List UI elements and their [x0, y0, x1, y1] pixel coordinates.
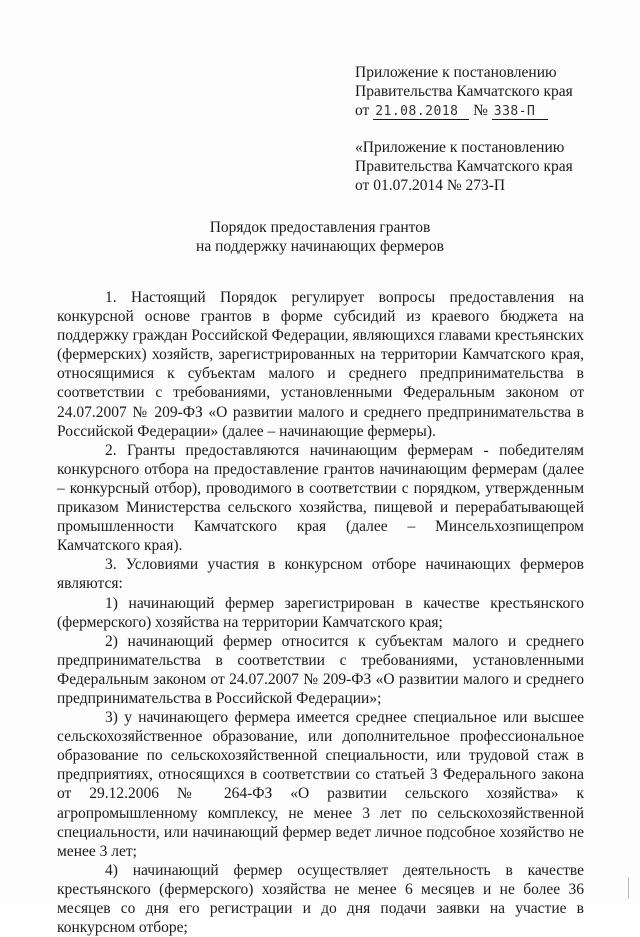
approval-block [355, 63, 625, 120]
original-approval-block [355, 138, 625, 195]
approval-date: 21.08.2018 [373, 104, 469, 120]
approval-line-1: Приложение к постановлению [355, 64, 557, 81]
original-approval-line-3: от 01.07.2014 № 273-П [355, 177, 506, 194]
original-approval-line-1: «Приложение к постановлению [355, 139, 565, 156]
approval-number-label: № [473, 102, 488, 119]
list-item: 3) у начинающего фермера имеется среднее специальное или высшее сельскохозяйственное образование, или дополнительное профессиональное образование по сельскохозяйственной специальности, или трудовой стаж в предприятиях, относящихся в соответствии со статьей 3 Федерального закона от 29.12.2006 № 264-ФЗ «О развитии сельского хозяйства» к агропромышленному комплексу, не менее 3 лет по сельскохозяйственной специальности, или начинающий фермер ведет личное подсобное хозяйство не менее 3 лет; [57, 709, 584, 860]
document-body [57, 288, 584, 937]
approval-from-label: от [355, 102, 370, 119]
list-item: 1) начинающий фермер зарегистрирован в качестве крестьянского (фермерского) хозяйства на территории Камчатского края; [57, 594, 584, 631]
document-title [0, 218, 640, 256]
paragraph: 1. Настоящий Порядок регулирует вопросы предоставления на конкурсной основе грантов в форме субсидий из краевого бюджета на поддержку граждан Российской Федерации, являющихся главами крестьянских (фермерских) хозяйств, зарегистрированных на территории Камчатского края, относящимися к субъектам малого и среднего предпринимательства в соответствии с требованиями, установленными Федеральным законом от 24.07.2007 № 209-ФЗ «О развитии малого и среднего предпринимательства в Российской Федерации» (далее – начинающие фермеры). [57, 289, 584, 440]
approval-line-2: Правительства Камчатского края [355, 83, 573, 100]
title-line-1: Порядок предоставления грантов [209, 219, 431, 236]
approval-number: 338-П [492, 104, 548, 120]
approval-date-line [355, 101, 625, 120]
paragraph: 2. Гранты предоставляются начинающим фермерам - победителям конкурсного отбора на предоставление грантов начинающим фермерам (далее – конкурсный отбор), проводимого в соответствии с порядком, утвержденным приказом Министерства сельского хозяйства, пищевой и перерабатывающей промышленности Камчатского края (далее – Минсельхозпищепром Камчатского края). [57, 441, 584, 555]
original-approval-line-2: Правительства Камчатского края [355, 158, 573, 175]
margin-mark [628, 877, 632, 899]
title-line-2: на поддержку начинающих фермеров [196, 238, 444, 255]
list-item: 2) начинающий фермер относится к субъектам малого и среднего предпринимательства в соответствии с требованиями, установленными Федеральным законом от 24.07.2007 № 209-ФЗ «О развитии малого и среднего предпринимательства в Российской Федерации»; [57, 632, 584, 707]
paragraph: 3. Условиями участия в конкурсном отборе начинающих фермеров являются: [57, 556, 584, 593]
list-item: 4) начинающий фермер осуществляет деятельность в качестве крестьянского (фермерского) хозяйства не менее 6 месяцев и не более 36 месяцев со дня его регистрации и до дня подачи заявки на участие в конкурсном отборе; [57, 861, 584, 937]
